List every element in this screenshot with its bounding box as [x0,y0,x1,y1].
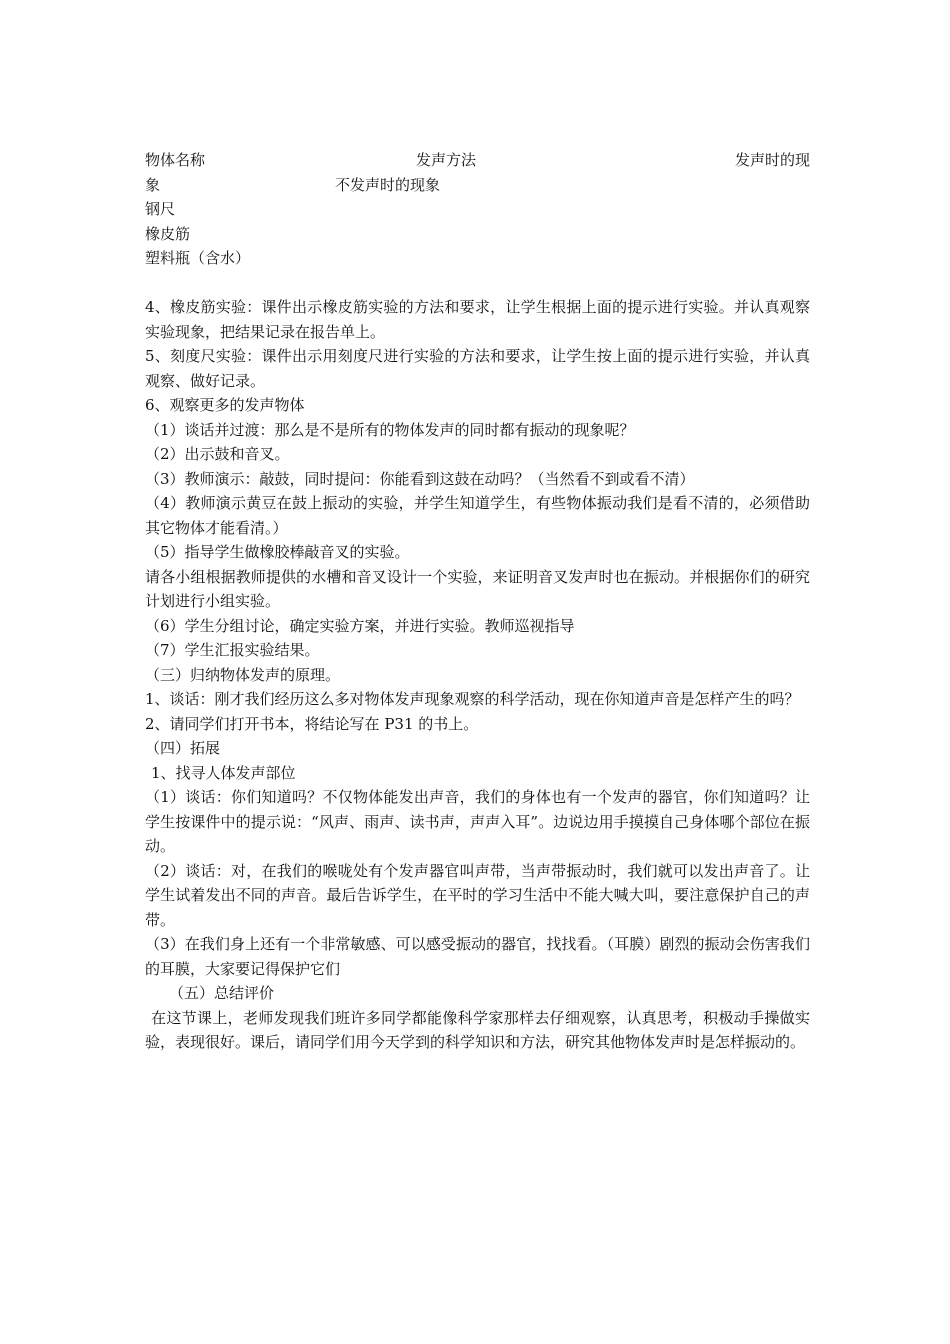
paragraph: （7）学生汇报实验结果。 [145,641,320,659]
paragraph: 在这节课上，老师发现我们班许多同学都能像科学家那样去仔细观察，认真思考，积极动手操做实验，表现很好。课后，请同学们用今天学到的科学知识和方法，研究其他物体发声时是怎样振动的。 [145,1008,810,1051]
paragraph: （1）谈话：你们知道吗？不仅物体能发出声音，我们的身体也有一个发声的器官，你们知道吗？让学生按课件中的提示说：“风声、雨声、读书声，声声入耳”。边说边用手摸摸自己身体哪个部位在振动。 [145,788,810,855]
paragraph: 4、橡皮筋实验：课件出示橡皮筋实验的方法和要求，让学生根据上面的提示进行实验。并认真观察实验现象，把结果记录在报告单上。 [145,298,810,341]
paragraph: 请各小组根据教师提供的水槽和音叉设计一个实验，来证明音叉发声时也在振动。并根据你们的研究计划进行小组实验。 [145,567,810,610]
column-silent-phenomenon: 不发声时的现象 [335,175,441,194]
paragraph: （3）教师演示：敲鼓，同时提问：你能看到这鼓在动吗？（当然看不到或看不清） [145,469,695,488]
paragraph: （1）谈话并过渡：那么是不是所有的物体发声的同时都有振动的现象呢？ [145,420,635,439]
paragraph: （4）教师演示黄豆在鼓上振动的实验，并学生知道学生，有些物体振动我们是看不清的，必须借助其它物体才能看清。） [145,494,810,537]
column-sounding-phenomenon-cont: 象 [145,175,161,194]
paragraph: 5、刻度尺实验：课件出示用刻度尺进行实验的方法和要求，让学生按上面的提示进行实验，并认真观察、做好记录。 [145,347,810,390]
column-object-name: 物体名称 [145,151,206,169]
section-heading: （五）总结评价 [169,984,275,1002]
section-heading: （三）归纳物体发声的原理。 [145,665,341,684]
paragraph: 6、观察更多的发声物体 [145,396,305,414]
table-row: 钢尺 [145,200,176,218]
column-sound-method: 发声方法 [416,151,477,169]
column-sounding-phenomenon: 发声时的现 [734,151,810,169]
document-body [145,148,810,1055]
table-header-row-2 [145,173,810,198]
table-row: 橡皮筋 [145,224,191,243]
spacer [145,271,810,296]
table-row: 塑料瓶（含水） [145,249,251,267]
paragraph: （3）在我们身上还有一个非常敏感、可以感受振动的器官，找找看。（耳膜）剧烈的振动会伤害我们的耳膜，大家要记得保护它们 [145,935,810,978]
paragraph: （2）谈话：对，在我们的喉咙处有个发声器官叫声带，当声带振动时，我们就可以发出声音了。让学生试着发出不同的声音。最后告诉学生，在平时的学习生活中不能大喊大叫，要注意保护自己的声带。 [145,861,810,929]
paragraph: （2）出示鼓和音叉。 [145,445,290,463]
paragraph: 1、谈话：刚才我们经历这么多对物体发声现象观察的科学活动，现在你知道声音是怎样产生的吗？ [145,690,800,708]
section-heading: （四）拓展 [145,739,221,757]
paragraph: （5）指导学生做橡胶棒敲音叉的实验。 [145,543,410,561]
paragraph: （6）学生分组讨论，确定实验方案，并进行实验。教师巡视指导 [145,616,575,635]
paragraph: 1、找寻人体发声部位 [151,763,296,782]
table-header-row-1 [145,148,810,173]
paragraph: 2、请同学们打开书本，将结论写在 P31 的书上。 [145,714,479,733]
